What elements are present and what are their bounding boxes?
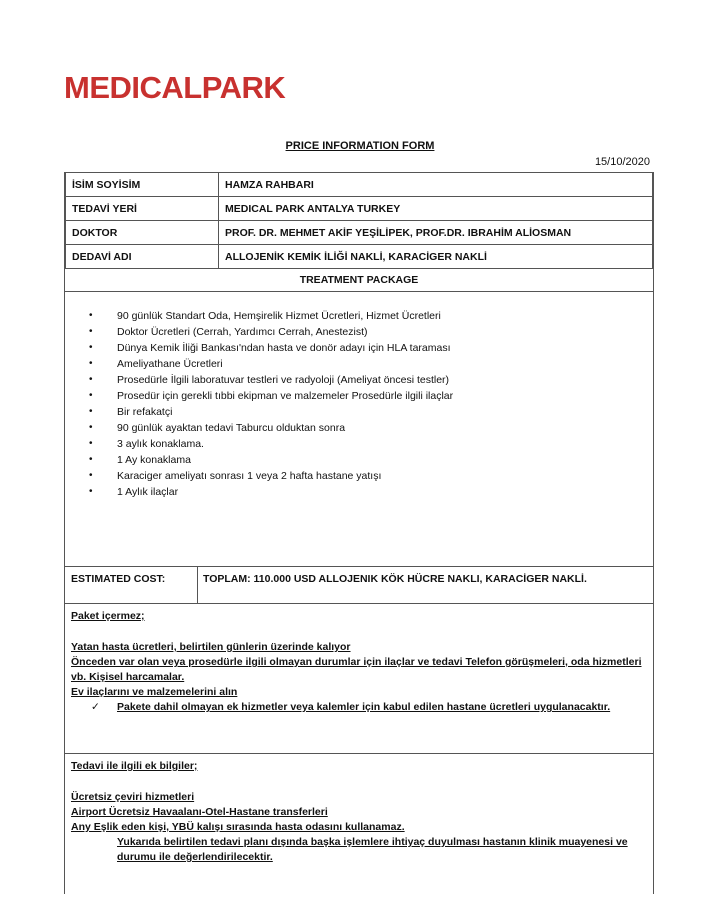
checkmark-icon: ✓: [91, 701, 100, 713]
extra-info-line: Airport Ücretsiz Havaalanı-Otel-Hastane transferleri: [71, 806, 328, 818]
cost-row: [65, 567, 653, 604]
info-row-name: [66, 173, 653, 197]
package-item: [89, 436, 653, 452]
package-item: [89, 324, 653, 340]
info-row-doctor: [66, 221, 653, 245]
bullet-icon: •: [89, 342, 93, 353]
exclusion-line: Önceden var olan veya prosedürle ilgili olmayan durumlar için ilaçlar ve tedavi Telefon görüşmeleri, oda hizmetleri vb. Kişisel harcamalar.: [71, 656, 642, 683]
bullet-icon: •: [89, 406, 93, 417]
bullet-icon: •: [89, 422, 93, 433]
package-item-text: 90 günlük ayaktan tedavi Taburcu olduktan sonra: [117, 422, 346, 434]
package-item: [89, 356, 653, 372]
package-item-text: Doktor Ücretleri (Cerrah, Yardımcı Cerrah, Anestezist): [117, 326, 368, 338]
exclusion-check-text: Pakete dahil olmayan ek hizmetler veya kalemler için kabul edilen hastane ücretleri uygulanacaktır.: [117, 701, 611, 713]
patient-info-table: [65, 172, 653, 269]
extra-info-title: Tedavi ile ilgili ek bilgiler;: [71, 760, 198, 772]
bullet-icon: •: [89, 390, 93, 401]
info-row-treatment: [66, 245, 653, 269]
package-item: [89, 388, 653, 404]
extra-info-line: Ücretsiz çeviri hizmetleri: [71, 791, 195, 803]
cost-label: ESTIMATED COST:: [65, 567, 198, 603]
info-label: TEDAVİ YERİ: [66, 197, 219, 221]
info-value: HAMZA RAHBARI: [219, 173, 653, 197]
info-label: DOKTOR: [66, 221, 219, 245]
medicalpark-logo: MEDICALPARK: [64, 70, 286, 105]
package-item-text: Prosedür için gerekli tıbbi ekipman ve malzemeler Prosedürle ilgili ilaçlar: [117, 390, 454, 402]
package-item: [89, 404, 653, 420]
package-item: [89, 452, 653, 468]
extra-info-line: Yukarıda belirtilen tedavi planı dışında başka işlemlere ihtiyaç duyulması hastanın klinik muayenesi ve durumu ile değerlendirilecektir.: [117, 836, 628, 863]
exclusion-line: Ev ilaçlarını ve malzemelerini alın: [71, 686, 238, 698]
package-item-text: 1 Ay konaklama: [117, 454, 191, 466]
package-item: [89, 484, 653, 500]
package-item-text: 3 aylık konaklama.: [117, 438, 204, 450]
bullet-icon: •: [89, 454, 93, 465]
bullet-icon: •: [89, 374, 93, 385]
info-value: ALLOJENİK KEMİK İLİĞİ NAKLİ, KARACİGER NAKLİ: [219, 245, 653, 269]
extra-info-line: Any Eşlik eden kişi, YBÜ kalışı sırasında hasta odasını kullanamaz.: [71, 821, 405, 833]
package-item: [89, 468, 653, 484]
bullet-icon: •: [89, 326, 93, 337]
package-item-text: 1 Aylık ilaçlar: [117, 486, 179, 498]
package-item-text: Prosedürle İlgili laboratuvar testleri ve radyoloji (Ameliyat öncesi testler): [117, 374, 450, 386]
bullet-icon: •: [89, 358, 93, 369]
price-form: [64, 172, 654, 894]
package-item-text: Karaciger ameliyatı sonrası 1 veya 2 hafta hastane yatışı: [117, 470, 382, 482]
exclusion-line: Yatan hasta ücretleri, belirtilen günlerin üzerinde kalıyor: [71, 641, 351, 653]
package-item: [89, 340, 653, 356]
exclusion-check-item: [71, 700, 647, 715]
bullet-icon: •: [89, 310, 93, 321]
bullet-icon: •: [89, 486, 93, 497]
info-value: MEDICAL PARK ANTALYA TURKEY: [219, 197, 653, 221]
info-label: DEDAVİ ADI: [66, 245, 219, 269]
cost-value: TOPLAM: 110.000 USD ALLOJENIK KÖK HÜCRE NAKLI, KARACİGER NAKLİ.: [203, 573, 587, 585]
package-item-text: Dünya Kemik İliği Bankası'ndan hasta ve donör adayı için HLA taraması: [117, 342, 451, 354]
form-date: 15/10/2020: [594, 156, 650, 168]
package-item-text: 90 günlük Standart Oda, Hemşirelik Hizmet Ücretleri, Hizmet Ücretleri: [117, 310, 441, 322]
info-label: İSİM SOYİSİM: [66, 173, 219, 197]
exclusions-title: Paket içermez;: [71, 610, 145, 622]
package-list: [65, 308, 653, 500]
package-item: [89, 420, 653, 436]
bullet-icon: •: [89, 470, 93, 481]
info-row-location: [66, 197, 653, 221]
form-title: PRICE INFORMATION FORM: [285, 140, 435, 152]
package-item-text: Bir refakatçi: [117, 406, 173, 418]
extra-info-section: [65, 754, 653, 865]
package-item: [89, 372, 653, 388]
info-value: PROF. DR. MEHMET AKİF YEŞİLİPEK, PROF.DR. IBRAHİM ALİOSMAN: [219, 221, 653, 245]
bullet-icon: •: [89, 438, 93, 449]
package-item: [89, 308, 653, 324]
package-section: [65, 292, 653, 567]
package-title: TREATMENT PACKAGE: [65, 269, 653, 292]
exclusions-section: [65, 604, 653, 754]
package-item-text: Ameliyathane Ücretleri: [117, 358, 223, 370]
